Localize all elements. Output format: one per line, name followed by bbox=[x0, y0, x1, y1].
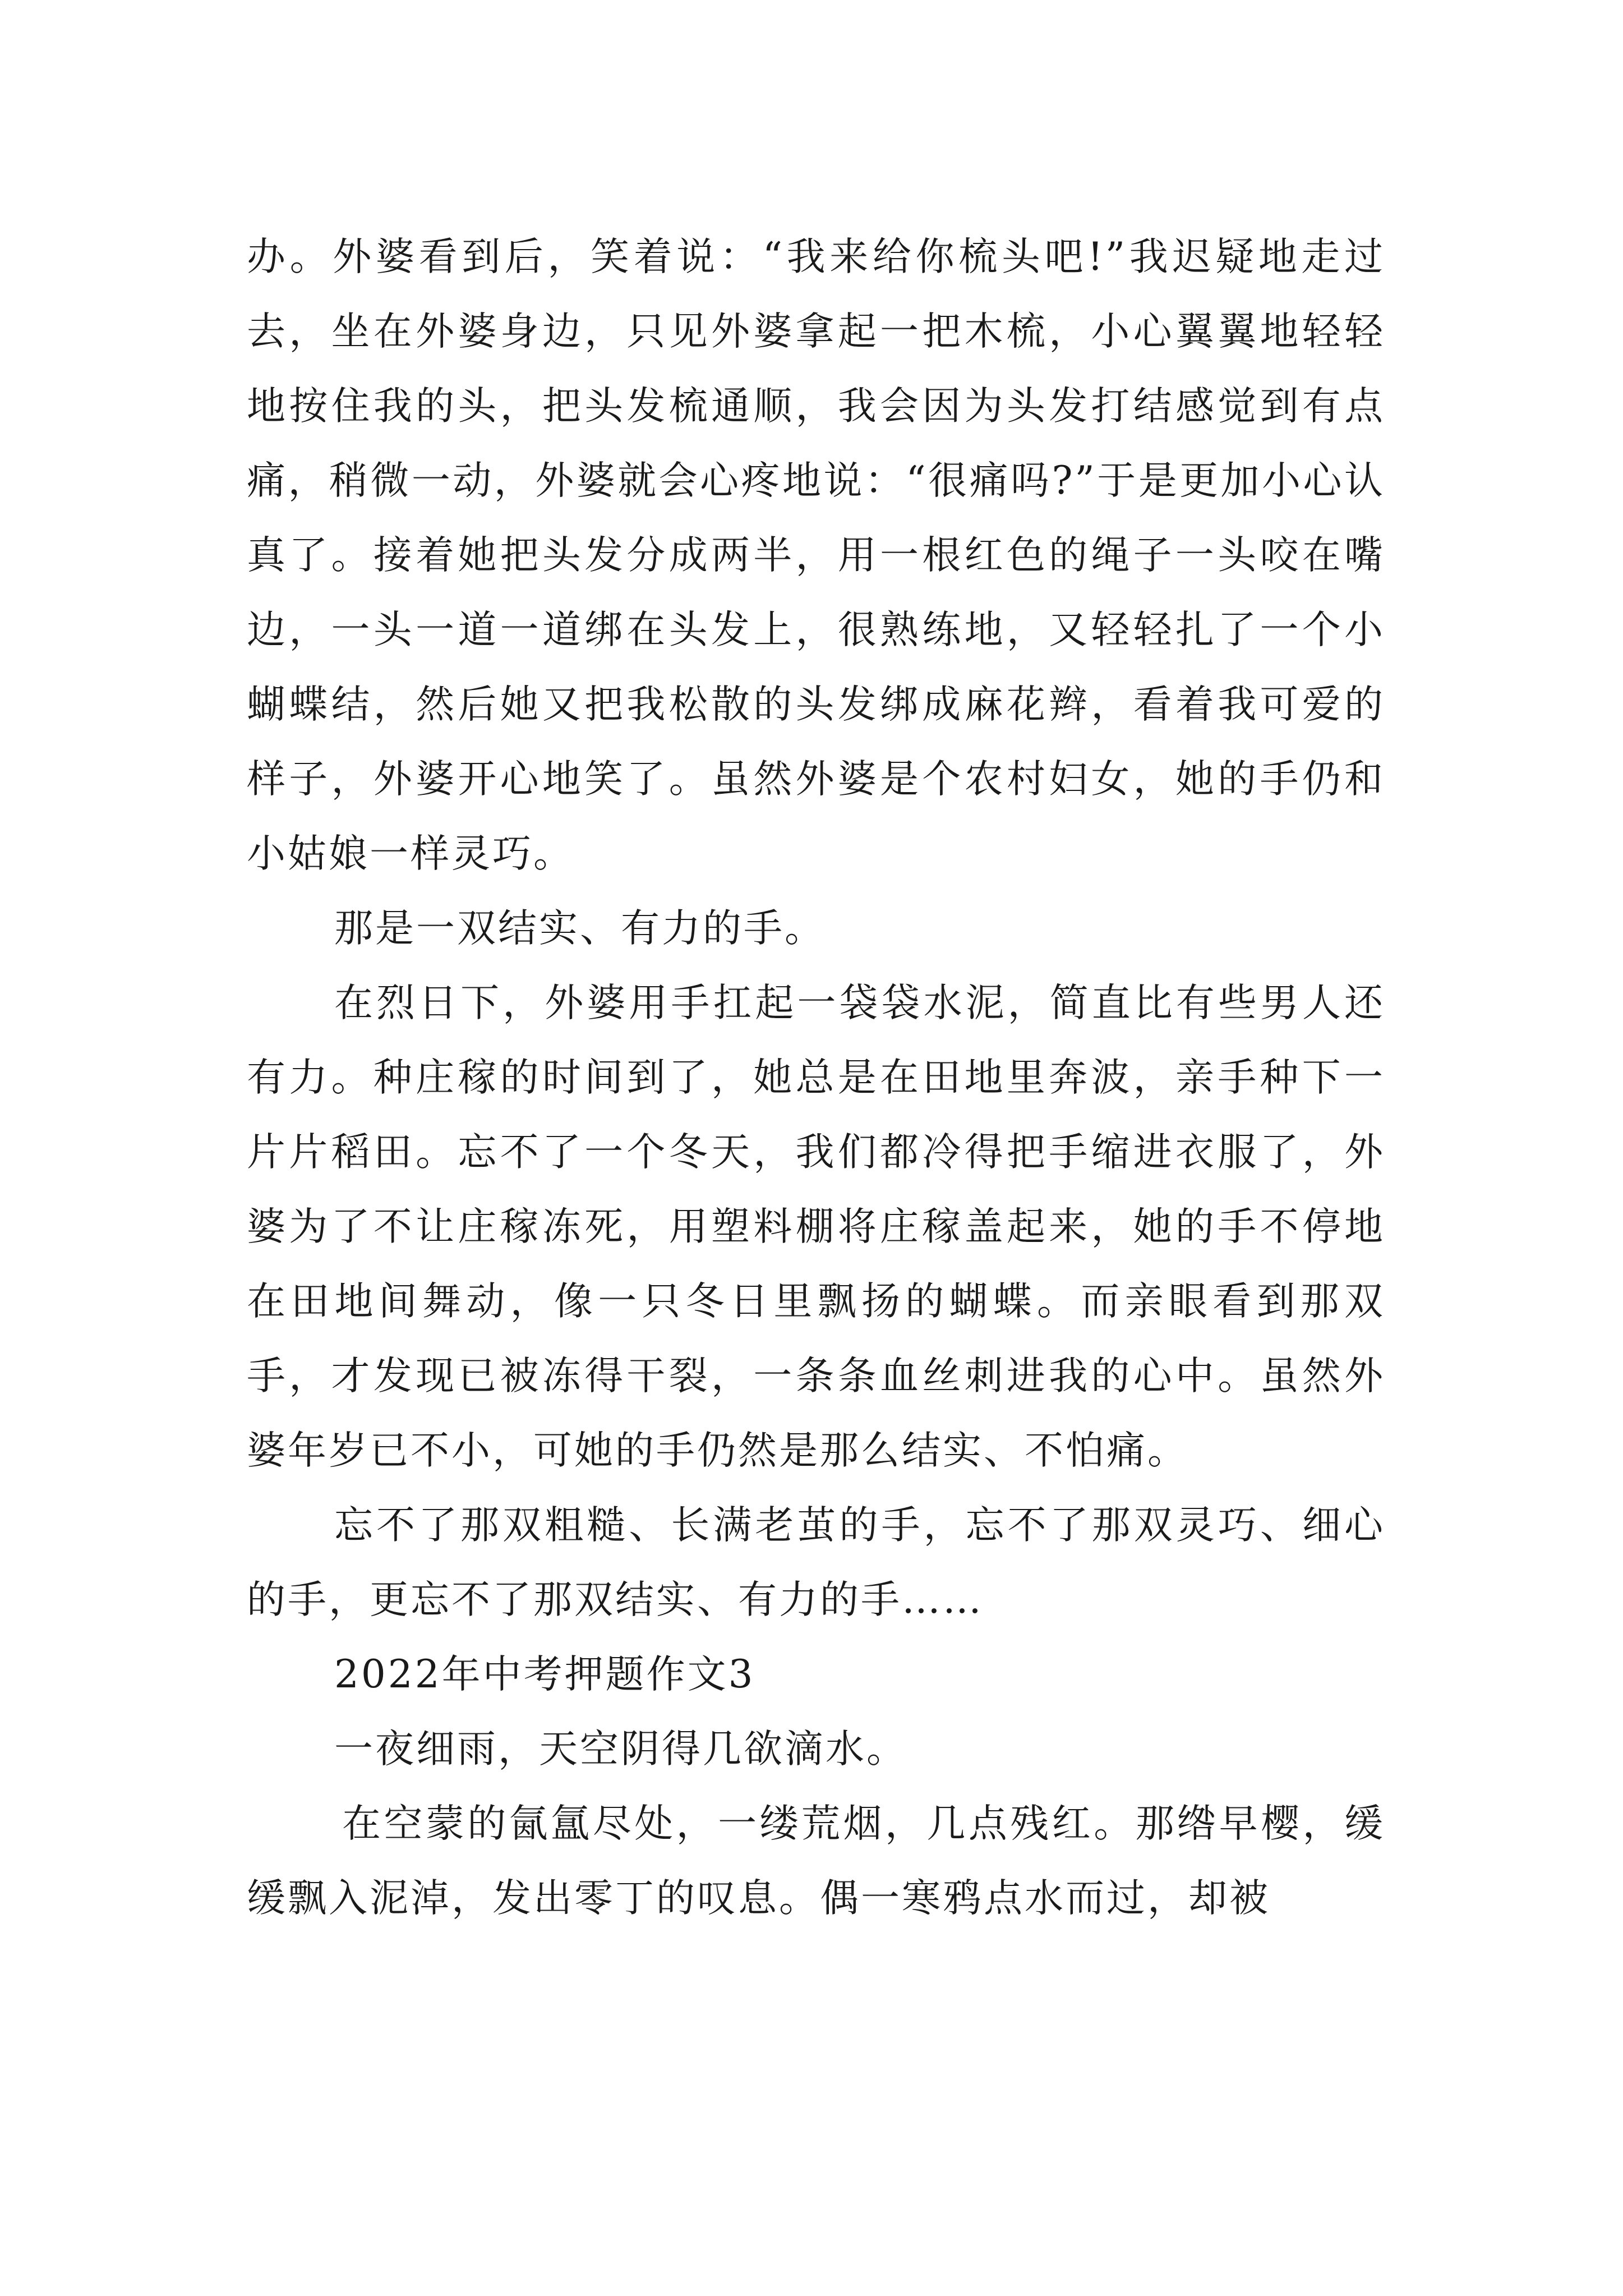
paragraph-farm-work: 在烈日下，外婆用手扛起一袋袋水泥，简直比有些男人还有力。种庄稼的时间到了，她总是在田地里奔波，亲手种下一片片稻田。忘不了一个冬天，我们都冷得把手缩进衣服了，外婆为了不让庄稼冻死，用塑料棚将庄稼盖起来，她的手不停地在田地间舞动，像一只冬日里飘扬的蝴蝶。而亲眼看到那双手，才发现已被冻得干裂，一条条血丝刺进我的心中。虽然外婆年岁已不小，可她的手仍然是那么结实、不怕痛。 bbox=[247, 981, 1385, 1473]
paragraph-cherry-blossom: 在空蒙的氤氲尽处，一缕荒烟，几点残红。那绺早樱，缓缓飘入泥淖，发出零丁的叹息。偶一寒鸦点水而过，却被 bbox=[247, 1801, 1385, 1921]
paragraph-strong-hands: 那是一双结实、有力的手。 bbox=[334, 906, 826, 951]
essay-heading: 2022年中考押题作文3 bbox=[334, 1652, 755, 1697]
body-text bbox=[247, 220, 1385, 1936]
paragraph-rain-night: 一夜细雨，天空阴得几欲滴水。 bbox=[334, 1727, 907, 1772]
paragraph-continued: 办。外婆看到后，笑着说：“我来给你梳头吧!”我迟疑地走过去，坐在外婆身边，只见外婆拿起一把木梳，小心翼翼地轻轻地按住我的头，把头发梳通顺，我会因为头发打结感觉到有点痛，稍微一动，外婆就会心疼地说：“很痛吗?”于是更加小心认真了。接着她把头发分成两半，用一根红色的绳子一头咬在嘴边，一头一道一道绑在头发上，很熟练地，又轻轻扎了一个小蝴蝶结，然后她又把我松散的头发绑成麻花辫，看着我可爱的样子，外婆开心地笑了。虽然外婆是个农村妇女，她的手仍和小姑娘一样灵巧。 bbox=[247, 234, 1385, 876]
paragraph-conclusion: 忘不了那双粗糙、长满老茧的手，忘不了那双灵巧、细心的手，更忘不了那双结实、有力的手…… bbox=[247, 1503, 1385, 1622]
